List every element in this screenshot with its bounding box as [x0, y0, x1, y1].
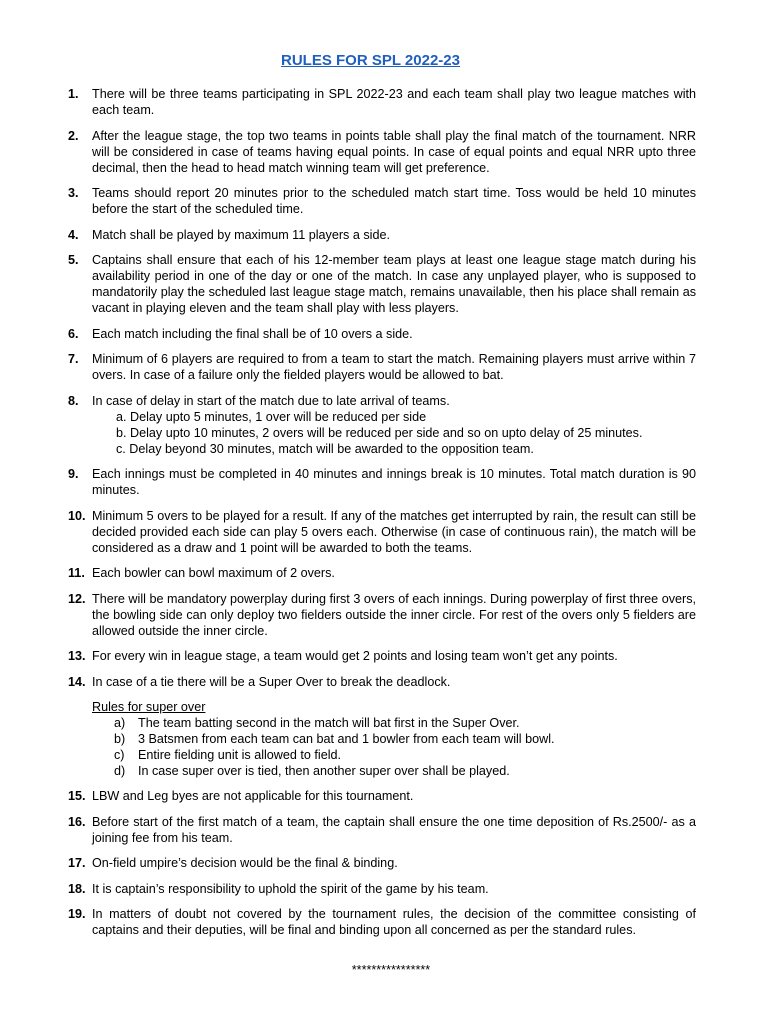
delay-sublist: [116, 409, 696, 457]
rule-item: [68, 881, 696, 897]
rule-number: 5.: [68, 253, 79, 267]
rule-text: Each innings must be completed in 40 minutes and innings break is 10 minutes. Total match duration is 90 minutes.: [92, 467, 696, 497]
rule-item: [68, 128, 696, 176]
sublist-item: c. Delay beyond 30 minutes, match will be awarded to the opposition team.: [116, 441, 534, 456]
rule-item: [68, 565, 696, 581]
item-text: Entire fielding unit is allowed to field.: [138, 747, 342, 762]
rule-number: 16.: [68, 814, 86, 829]
rule-number: 7.: [68, 352, 79, 366]
rule-item: [68, 906, 696, 938]
super-over-item: [114, 763, 696, 779]
rule-text: There will be mandatory powerplay during first 3 overs of each innings. During powerplay of first three overs, the bowling side can only deploy two fielders outside the inner circle. For rest of the overs only 5 fielders are allowed outside the inner circle.: [92, 591, 696, 638]
rule-item: [68, 252, 696, 316]
rule-item: [68, 814, 696, 846]
rule-item: [68, 508, 696, 556]
item-label: c): [114, 747, 125, 762]
rule-text: It is captain’s responsibility to uphold the spirit of the game by his team.: [92, 881, 489, 896]
rule-number: 15.: [68, 789, 86, 803]
rule-text: Minimum of 6 players are required to from a team to start the match. Remaining players must arrive within 7 overs. In case of a failure only the fielded players would be allowed to bat.: [92, 352, 696, 382]
rule-item: [68, 591, 696, 639]
item-text: 3 Batsmen from each team can bat and 1 bowler from each team will bowl.: [138, 731, 555, 746]
rule-text: Each bowler can bowl maximum of 2 overs.: [92, 566, 335, 580]
rule-number: 17.: [68, 856, 86, 870]
rule-item: [68, 227, 696, 243]
rule-number: 14.: [68, 674, 86, 689]
rule-number: 2.: [68, 128, 79, 143]
rule-number: 13.: [68, 649, 86, 663]
super-over-item: [114, 747, 696, 763]
super-over-item: [114, 731, 696, 747]
rule-text: After the league stage, the top two teams in points table shall play the final match of the tournament. NRR will be considered in case of teams having equal points. In case of equal points and equal NRR upto three decimal, then the head to head match winning team will get preference.: [92, 128, 696, 175]
rule-text: In matters of doubt not covered by the tournament rules, the decision of the committee consisting of captains and their deputies, will be final and binding upon all concerned as per the standard rules.: [92, 907, 696, 937]
item-label: b): [114, 731, 126, 746]
rule-text: Match shall be played by maximum 11 players a side.: [92, 227, 390, 242]
rule-text: Captains shall ensure that each of his 12-member team plays at least one league stage match during his availability period in one of the day or one of the match. In case any unplayed player, who is supposed to mandatorily play the scheduled last league stage match, remains unavailable, then his place shall remain as vacant in playing eleven and the team shall play with less players.: [92, 253, 696, 315]
rule-text: There will be three teams participating in SPL 2022-23 and each team shall play two league matches with each team.: [92, 87, 696, 117]
rule-number: 6.: [68, 326, 79, 341]
rule-item: [68, 326, 696, 342]
item-text: In case super over is tied, then another super over shall be played.: [138, 763, 510, 778]
rule-text: LBW and Leg byes are not applicable for this tournament.: [92, 789, 414, 803]
end-of-document-marker: ****************: [351, 963, 431, 977]
rule-number: 11.: [68, 566, 85, 580]
rule-item: [68, 855, 696, 871]
super-over-item: [114, 715, 696, 731]
item-text: The team batting second in the match will bat first in the Super Over.: [138, 715, 520, 730]
rule-number: 19.: [68, 907, 86, 921]
rule-item: [68, 86, 696, 118]
rule-text: Before start of the first match of a team, the captain shall ensure the one time deposition of Rs.2500/- as a joining fee from his team.: [92, 814, 696, 845]
rule-number: 12.: [68, 591, 86, 606]
sublist-item: b. Delay upto 10 minutes, 2 overs will be reduced per side and so on upto delay of 25 minutes.: [116, 425, 643, 440]
rule-text: In case of delay in start of the match due to late arrival of teams.: [92, 393, 450, 408]
rule-item: [68, 393, 696, 457]
rule-text: Each match including the final shall be of 10 overs a side.: [92, 326, 413, 341]
super-over-heading: Rules for super over: [92, 699, 206, 714]
rule-text: Teams should report 20 minutes prior to the scheduled match start time. Toss would be held 10 minutes before the start of the scheduled time.: [92, 186, 696, 216]
rule-text: For every win in league stage, a team would get 2 points and losing team won’t get any points.: [92, 649, 618, 663]
rule-item: [68, 466, 696, 498]
rule-number: 18.: [68, 881, 86, 896]
rule-item: [68, 788, 696, 804]
page-title: RULES FOR SPL 2022-23: [281, 52, 460, 69]
rule-number: 9.: [68, 467, 79, 481]
rule-number: 4.: [68, 227, 79, 242]
rule-item: [68, 648, 696, 664]
sublist-item: a. Delay upto 5 minutes, 1 over will be reduced per side: [116, 409, 427, 424]
rules-list: [68, 86, 696, 948]
rule-number: 1.: [68, 87, 79, 101]
rule-text: Minimum 5 overs to be played for a result. If any of the matches get interrupted by rain, the result can still be decided provided each side can play 5 overs each. Otherwise (in case of continuous rain), the match will be considered as a draw and 1 point will be awarded to both the teams.: [92, 508, 696, 555]
rule-body: [92, 393, 696, 457]
rule-text: In case of a tie there will be a Super Over to break the deadlock.: [92, 674, 451, 689]
item-label: d): [114, 763, 126, 778]
rule-text: On-field umpire’s decision would be the final & binding.: [92, 856, 398, 870]
rule-body: [92, 674, 696, 779]
rule-item: [68, 351, 696, 383]
rule-number: 10.: [68, 508, 86, 523]
super-over-list: [114, 715, 696, 779]
rule-item: [68, 185, 696, 217]
rule-item: [68, 674, 696, 779]
item-label: a): [114, 715, 126, 730]
rule-number: 8.: [68, 393, 79, 408]
rule-number: 3.: [68, 186, 79, 200]
